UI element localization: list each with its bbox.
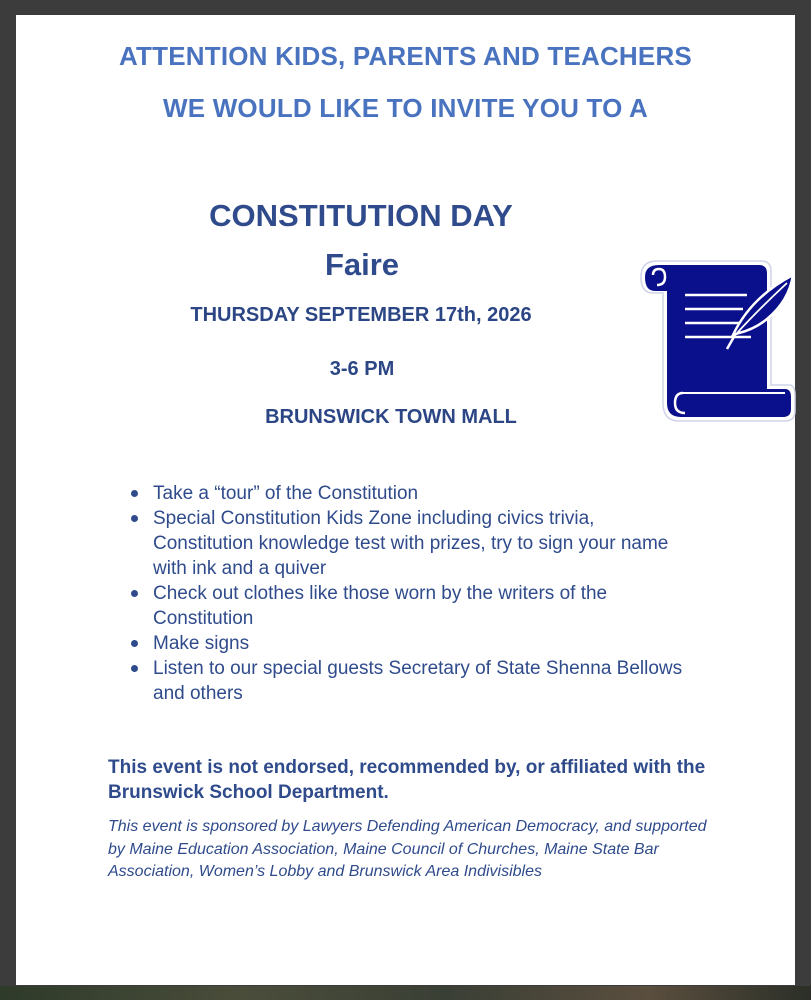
event-subtitle: Faire	[324, 247, 400, 282]
bullet-dot-icon	[131, 640, 138, 647]
list-item	[126, 656, 686, 706]
list-item	[126, 631, 686, 656]
activity-text: Special Constitution Kids Zone including civics trivia, Constitution knowledge test with prizes, try to sign your name with ink and a quiver	[153, 508, 669, 579]
activity-text: Check out clothes like those worn by the writers of the Constitution	[153, 583, 608, 629]
list-item	[126, 506, 686, 581]
bullet-dot-icon	[131, 665, 138, 672]
background-strip	[0, 986, 811, 1000]
bullet-dot-icon	[131, 515, 138, 522]
event-time: 3-6 PM	[329, 358, 395, 380]
bullet-dot-icon	[131, 590, 138, 597]
scroll-with-quill-icon	[639, 253, 797, 423]
disclaimer-text: This event is not endorsed, recommended by, or affiliated with the Brunswick School Department.	[108, 757, 706, 803]
event-location: BRUNSWICK TOWN MALL	[265, 406, 517, 428]
list-item	[126, 581, 686, 631]
activity-text: Take a “tour” of the Constitution	[153, 483, 419, 504]
bullet-dot-icon	[131, 490, 138, 497]
event-title: CONSTITUTION DAY	[209, 198, 513, 233]
activity-text: Make signs	[153, 633, 250, 654]
flyer-page	[16, 15, 795, 985]
activity-text: Listen to our special guests Secretary of State Shenna Bellows and others	[153, 658, 683, 704]
event-date: THURSDAY SEPTEMBER 17th, 2026	[190, 304, 532, 326]
invitation-heading-line2: WE WOULD LIKE TO INVITE YOU TO A	[162, 93, 648, 123]
activities-list	[126, 481, 686, 706]
sponsor-note: This event is sponsored by Lawyers Defending American Democracy, and supported by Maine Education Association, Maine Council of Churches, Maine State Bar Association, Women’s Lobby and Brunswick Area Indivisibles	[108, 818, 707, 880]
list-item	[126, 481, 686, 506]
invitation-heading-line1: ATTENTION KIDS, PARENTS AND TEACHERS	[119, 41, 692, 71]
